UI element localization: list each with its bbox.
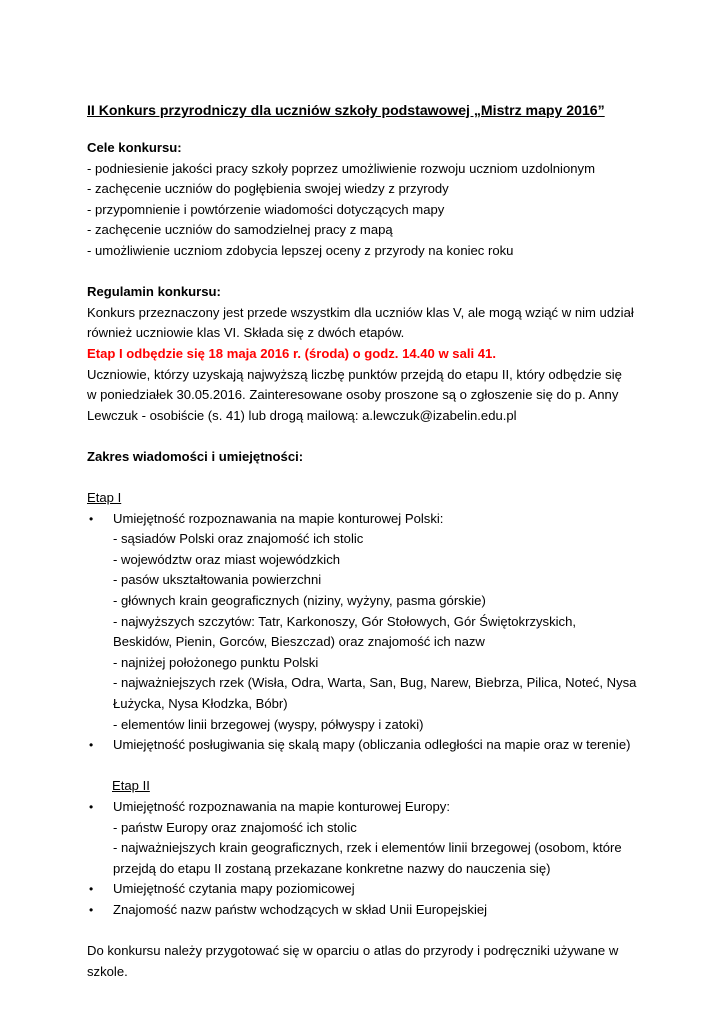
etap1-sub-item: Beskidów, Pienin, Gorców, Bieszczad) oraz znajomość ich nazw: [113, 634, 485, 650]
bullet-text: Umiejętność rozpoznawania na mapie konturowej Europy:: [113, 799, 450, 814]
etap1-bullet: [87, 509, 643, 530]
etap2-bullet: [87, 797, 643, 818]
cele-item: - przypomnienie i powtórzenie wiadomości dotyczących mapy: [87, 201, 445, 217]
spacer: [87, 262, 643, 283]
bullet-text: Umiejętność posługiwania się skalą mapy (obliczania odległości na mapie oraz w terenie): [113, 737, 631, 753]
document-title: II Konkurs przyrodniczy dla uczniów szkoły podstawowej „Mistrz mapy 2016”: [87, 102, 605, 118]
zakres-heading: Zakres wiadomości i umiejętności:: [87, 448, 304, 464]
cele-item: - umożliwienie uczniom zdobycia lepszej oceny z przyrody na koniec roku: [87, 242, 514, 258]
cele-item: - podniesienie jakości pracy szkoły poprzez umożliwienie rozwoju uczniom uzdolnionym: [87, 160, 595, 176]
spacer: [87, 921, 643, 942]
regulamin-text: również uczniowie klas VI. Składa się z dwóch etapów.: [87, 325, 405, 341]
etap1-sub-item: - najniżej położonego punktu Polski: [113, 654, 319, 670]
bullet-text: Znajomość nazw państw wchodzących w skład Unii Europejskiej: [113, 901, 488, 917]
etap1-sub-item: - głównych krain geograficznych (niziny, wyżyny, pasma górskie): [113, 593, 486, 609]
etap2-sub-item: przejdą do etapu II zostaną przekazane konkretne nazwy do nauczenia się): [113, 860, 551, 876]
etap1-sub-item: - województw oraz miast wojewódzkich: [113, 551, 341, 567]
etap1-sub-item: Łużycka, Nysa Kłodzka, Bóbr): [113, 696, 288, 712]
bullet-icon: •: [89, 902, 94, 917]
bullet-icon: •: [89, 800, 94, 814]
spacer: [87, 756, 643, 777]
etap2-sub-item: - państw Europy oraz znajomość ich stolic: [113, 819, 357, 835]
regulamin-text: Konkurs przeznaczony jest przede wszystkim dla uczniów klas V, ale mogą wziąć w nim udział: [87, 304, 634, 320]
regulamin-text: w poniedziałek 30.05.2016. Zainteresowane osoby proszone są o zgłoszenie się do p. Anny: [87, 387, 619, 403]
spacer: [87, 468, 643, 489]
bullet-icon: •: [89, 882, 94, 897]
bullet-text: Umiejętność rozpoznawania na mapie konturowej Polski:: [113, 510, 444, 526]
bullet-text: Umiejętność czytania mapy poziomicowej: [113, 881, 355, 897]
etap2-bullet: [87, 879, 643, 900]
document-page: [87, 102, 643, 982]
regulamin-heading: Regulamin konkursu:: [87, 284, 221, 300]
etap2-bullet: [87, 900, 643, 921]
etap1-label: Etap I: [87, 490, 122, 506]
regulamin-contact: Lewczuk - osobiście (s. 41) lub drogą mailową: a.lewczuk@izabelin.edu.pl: [87, 407, 517, 423]
etap1-bullet: [87, 735, 643, 756]
cele-item: - zachęcenie uczniów do pogłębienia swojej wiedzy z przyrody: [87, 181, 449, 197]
etap1-sub-item: - najważniejszych rzek (Wisła, Odra, Warta, San, Bug, Narew, Biebrza, Pilica, Noteć, Nysa: [113, 675, 637, 691]
etap-date-highlight: Etap I odbędzie się 18 maja 2016 r. (środa) o godz. 14.40 w sali 41.: [87, 345, 496, 361]
cele-item: - zachęcenie uczniów do samodzielnej pracy z mapą: [87, 222, 393, 238]
bullet-icon: •: [89, 738, 94, 753]
etap1-sub-item: - elementów linii brzegowej (wyspy, półwyspy i zatoki): [113, 716, 424, 732]
footer-text: Do konkursu należy przygotować się w oparciu o atlas do przyrody i podręczniki używane w: [87, 943, 619, 959]
bullet-icon: •: [89, 511, 94, 526]
etap1-sub-item: - sąsiadów Polski oraz znajomość ich stolic: [113, 531, 364, 547]
footer-text: szkole.: [87, 963, 128, 979]
etap2-sub-item: - najważniejszych krain geograficznych, rzek i elementów linii brzegowej (osobom, które: [113, 840, 622, 856]
regulamin-text: Uczniowie, którzy uzyskają najwyższą liczbę punktów przejdą do etapu II, który odbędzie się: [87, 366, 622, 382]
etap2-label: Etap II: [112, 778, 150, 794]
etap1-sub-item: - najwyższych szczytów: Tatr, Karkonoszy, Gór Stołowych, Gór Świętokrzyskich,: [113, 613, 577, 629]
etap1-sub-item: - pasów ukształtowania powierzchni: [113, 572, 322, 588]
spacer: [87, 426, 643, 447]
cele-heading: Cele konkursu:: [87, 140, 182, 155]
